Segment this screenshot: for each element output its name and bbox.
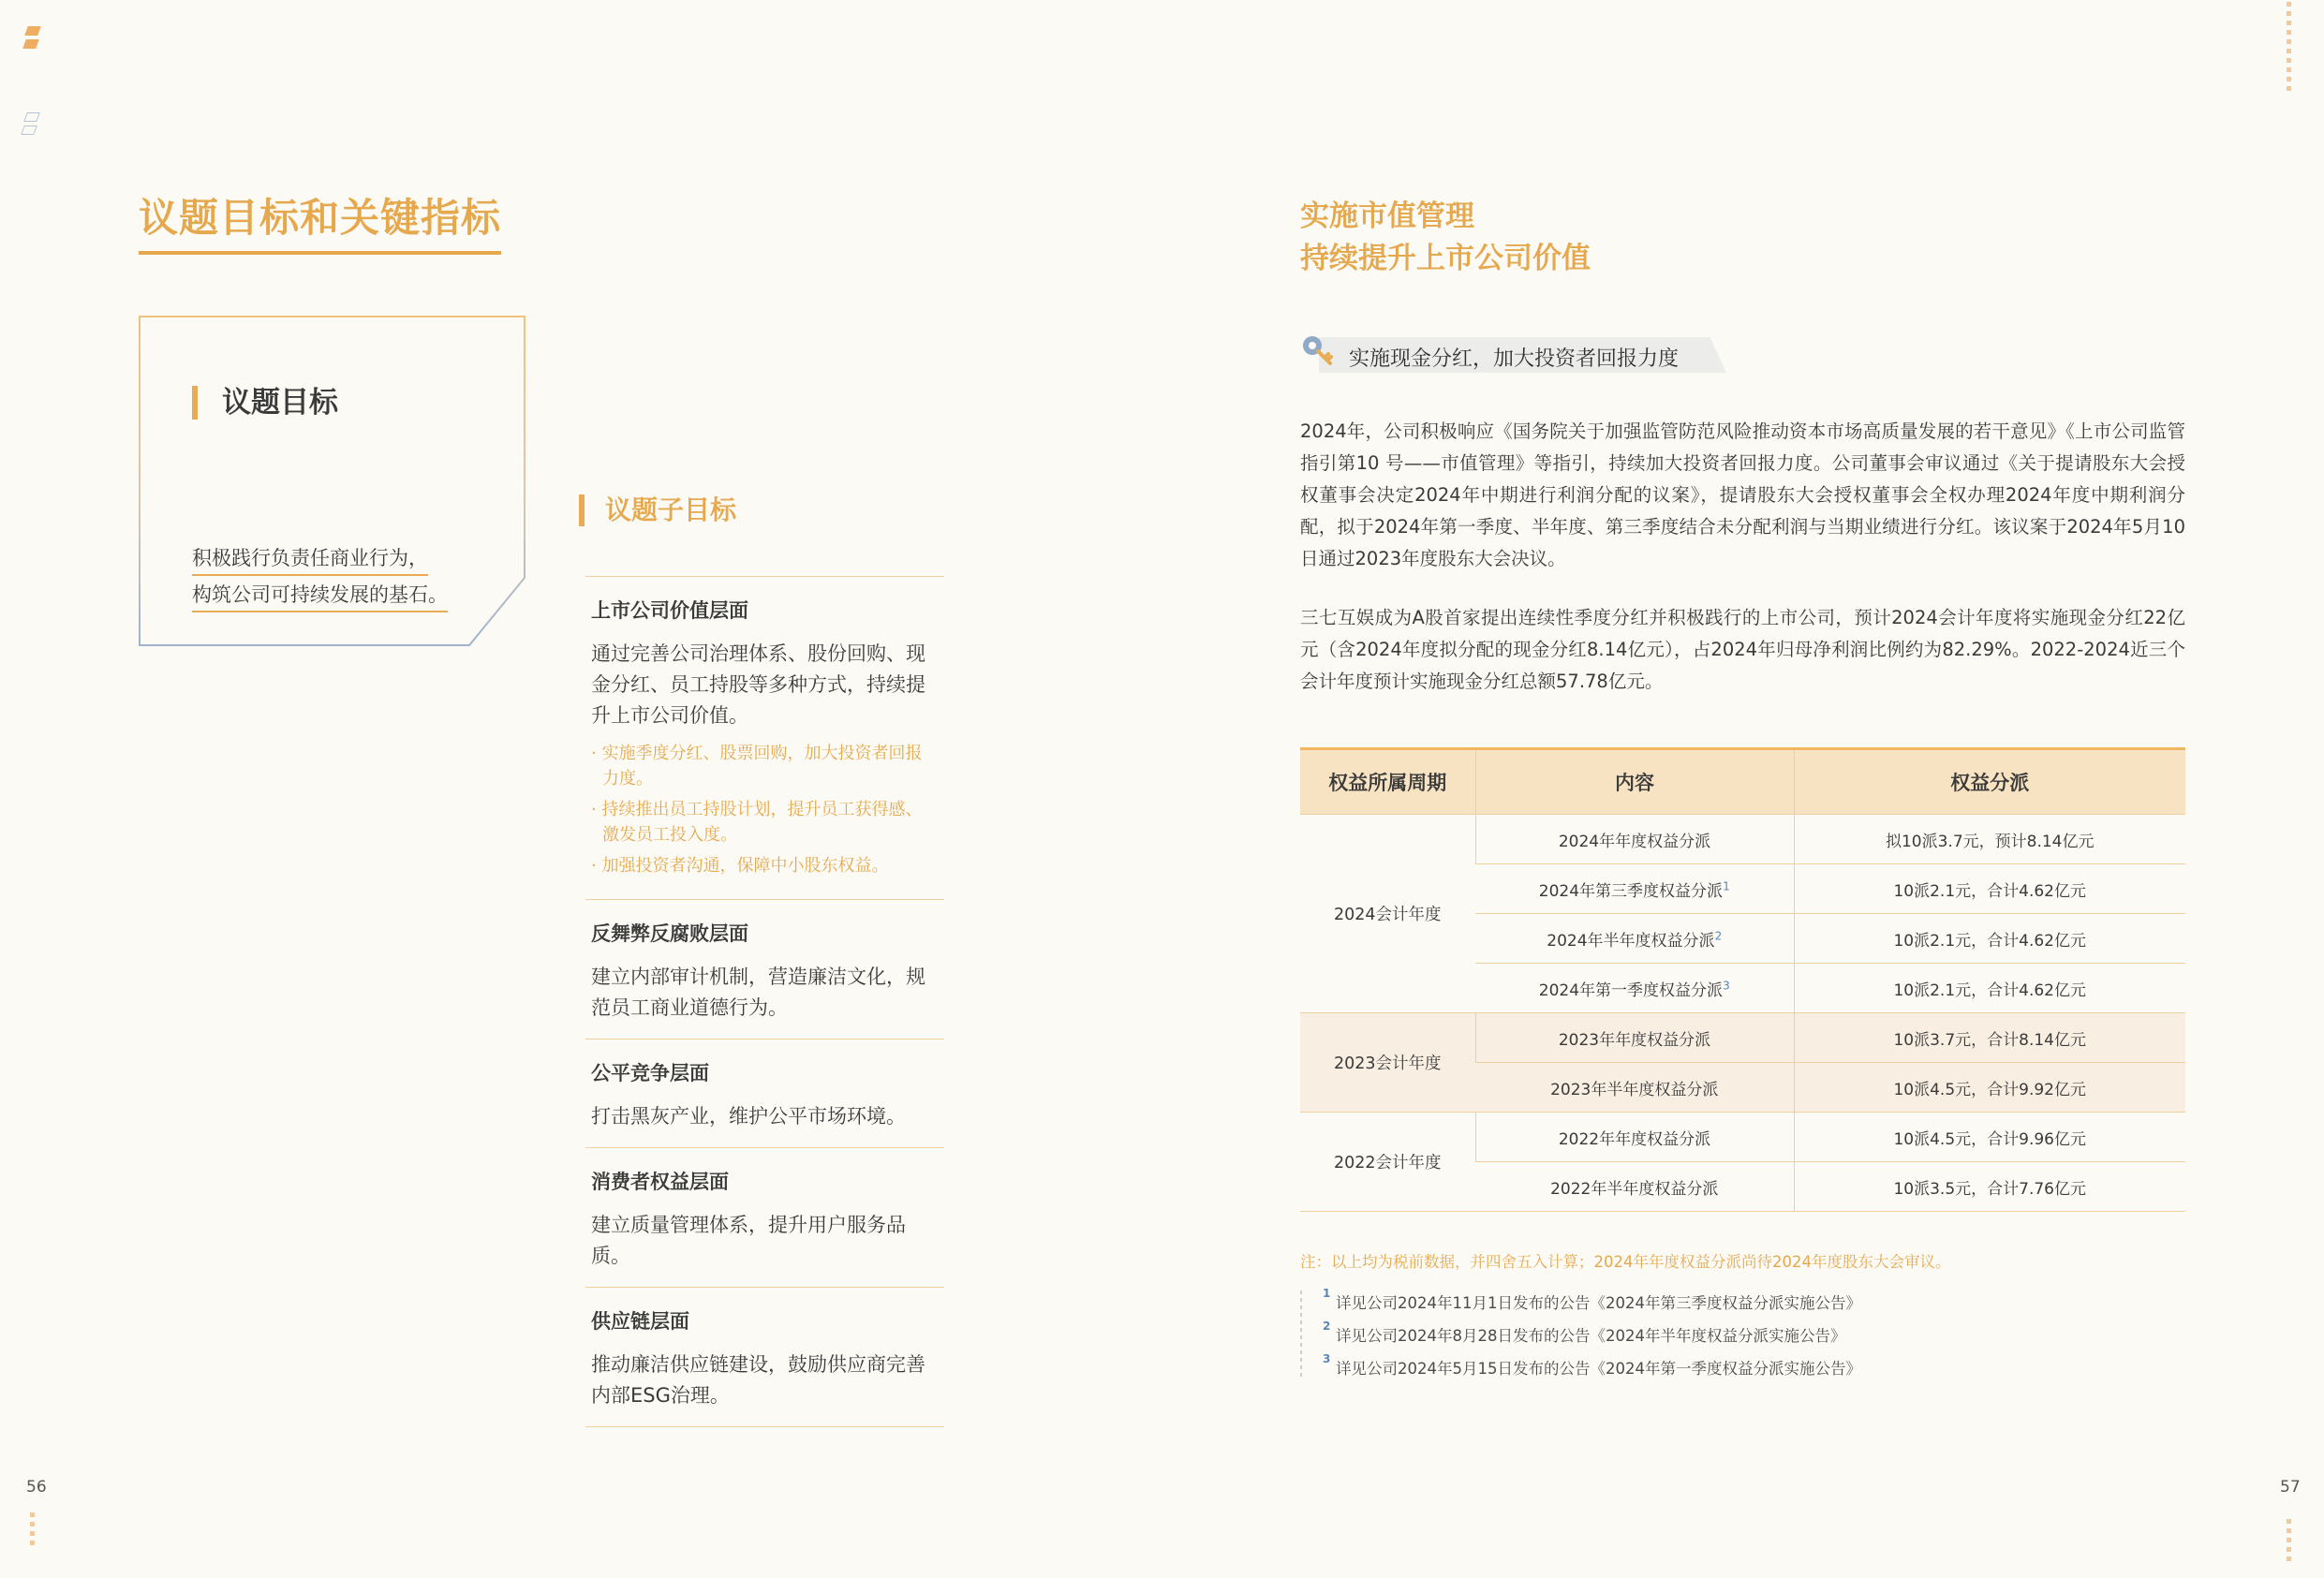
table-header-row	[1300, 749, 2185, 815]
subgoal-body: 建立内部审计机制，营造廉洁文化，规范员工商业道德行为。	[591, 966, 925, 1019]
footnote-mark: 2	[1714, 928, 1723, 942]
table-row	[1300, 815, 2185, 864]
subsection-tag	[1300, 333, 1731, 378]
subgoal-section	[585, 1287, 944, 1427]
table-header: 权益所属周期	[1300, 749, 1475, 815]
table-cell: 2024年年度权益分派	[1475, 815, 1794, 864]
table-row	[1300, 1013, 2185, 1063]
table-cell: 2024年第一季度权益分派$^3$	[1475, 964, 1794, 1013]
footnote-item	[1300, 1320, 1861, 1356]
footnote-item	[1300, 1287, 1861, 1323]
goal-line: 构筑公司可持续发展的基石。	[192, 580, 448, 612]
subgoal-bullet: · 加强投资者沟通，保障中小股东权益。	[591, 856, 889, 876]
page-title: 议题目标和关键指标	[139, 187, 501, 255]
table-cell: 10派3.5元，合计7.76亿元	[1794, 1162, 2185, 1212]
footnote-mark: 1	[1723, 878, 1730, 892]
footnote-text: 详见公司2024年11月1日发布的公告《2024年第三季度权益分派实施公告》	[1336, 1294, 1861, 1312]
table-cell: 10派3.7元，合计8.14亿元	[1794, 1013, 2185, 1063]
subsection-tag-label: 实施现金分红，加大投资者回报力度	[1349, 347, 1680, 371]
subgoal-list	[585, 576, 944, 1427]
subgoal-body: 建立质量管理体系，提升用户服务品质。	[591, 1214, 906, 1267]
corner-outline-icon	[22, 112, 43, 139]
subgoal-title: 供应链层面	[591, 1310, 689, 1333]
subgoal-title: 上市公司价值层面	[591, 599, 748, 622]
table-cell: 2024年第三季度权益分派$^1$	[1475, 864, 1794, 914]
table-period-cell: 2024会计年度	[1300, 815, 1475, 1013]
edge-dash-decoration	[2287, 2, 2291, 91]
subgoal-section	[585, 1039, 944, 1147]
table-cell: 10派2.1元，合计4.62亿元	[1794, 914, 2185, 964]
section-title-line2: 持续提升上市公司价值	[1300, 242, 1591, 275]
table-cell: 2023年年度权益分派	[1475, 1013, 1794, 1063]
subgoal-section	[585, 899, 944, 1039]
table-header: 权益分派	[1794, 749, 2185, 815]
page-number-left: 56	[26, 1478, 47, 1497]
table-cell: 10派2.1元，合计4.62亿元	[1794, 964, 2185, 1013]
section-title-line1: 实施市值管理	[1300, 199, 1474, 233]
table-header: 内容	[1475, 749, 1794, 815]
subgoal-section	[585, 1147, 944, 1287]
page-number-right: 57	[2280, 1478, 2301, 1497]
body-paragraph: 三七互娱成为A股首家提出连续性季度分红并积极践行的上市公司，预计2024会计年度将实施现金分红22亿元（含2024年度拟分配的现金分红8.14亿元），占2024年归母净利润比例约为82.29%。2022-2024近三个会计年度预计实施现金分红总额57.78亿元。	[1300, 607, 2185, 692]
subgoal-body: 推动廉洁供应链建设，鼓励供应商完善内部ESG治理。	[591, 1353, 925, 1407]
goal-line: 积极践行负责任商业行为，	[192, 543, 428, 576]
key-icon	[1300, 333, 1338, 371]
dividend-table	[1300, 747, 2185, 1212]
table-row	[1300, 1113, 2185, 1162]
table-cell: 拟10派3.7元，预计8.14亿元	[1794, 815, 2185, 864]
subgoal-bullets	[591, 741, 939, 878]
footnote-mark: 3	[1723, 978, 1730, 992]
corner-stripes-icon	[24, 26, 43, 51]
table-note: 注：以上均为税前数据，并四舍五入计算；2024年年度权益分派尚待2024年度股东大会审议。	[1300, 1253, 1951, 1271]
body-paragraph: 2024年，公司积极响应《国务院关于加强监管防范风险推动资本市场高质量发展的若干意见》《上市公司监管指引第10 号——市值管理》等指引，持续加大投资者回报力度。公司董事会审议通过《关于提请股东大会授权董事会决定2024年中期进行利润分配的议案》，提请股东大会授权董事会全权办理2024年度中期利润分配，拟于2024年第一季度、半年度、第三季度结合未分配利润与当期业绩进行分红。该议案于2024年5月10日通过2023年度股东大会决议。	[1300, 420, 2185, 569]
footnote-number: 2	[1323, 1320, 1331, 1333]
table-period-cell: 2023会计年度	[1300, 1013, 1475, 1113]
table-cell: 10派2.1元，合计4.62亿元	[1794, 864, 2185, 914]
footnote-list	[1300, 1287, 1861, 1389]
table-cell: 2023年半年度权益分派	[1475, 1063, 1794, 1113]
edge-dash-decoration	[30, 1512, 35, 1545]
table-cell: 2022年年度权益分派	[1475, 1113, 1794, 1162]
table-cell: 10派4.5元，合计9.96亿元	[1794, 1113, 2185, 1162]
table-cell: 10派4.5元，合计9.92亿元	[1794, 1063, 2185, 1113]
subgoal-bullet: · 持续推出员工持股计划，提升员工获得感、激发员工投入度。	[591, 800, 923, 845]
table-cell: 2022年半年度权益分派	[1475, 1162, 1794, 1212]
table-period-cell: 2022会计年度	[1300, 1113, 1475, 1212]
subgoal-body: 通过完善公司治理体系、股份回购、现金分红、员工持股等多种方式，持续提升上市公司价值。	[591, 642, 925, 727]
subgoal-title: 反舞弊反腐败层面	[591, 922, 748, 945]
subgoal-heading: 议题子目标	[579, 494, 736, 526]
subgoal-section	[585, 576, 944, 899]
subgoal-body: 打击黑灰产业，维护公平市场环境。	[591, 1105, 906, 1128]
subgoal-bullet: · 实施季度分红、股票回购，加大投资者回报力度。	[591, 744, 923, 789]
edge-dash-decoration	[2287, 1519, 2291, 1561]
goal-heading: 议题目标	[192, 386, 338, 420]
subgoal-title: 消费者权益层面	[591, 1171, 729, 1193]
footnote-number: 3	[1323, 1352, 1331, 1365]
footnote-number: 1	[1323, 1287, 1331, 1300]
footnote-text: 详见公司2024年5月15日发布的公告《2024年第一季度权益分派实施公告》	[1336, 1360, 1861, 1378]
footnote-item	[1300, 1352, 1861, 1389]
table-cell: 2024年半年度权益分派$^2$	[1475, 914, 1794, 964]
subgoal-title: 公平竞争层面	[591, 1062, 709, 1084]
footnote-text: 详见公司2024年8月28日发布的公告《2024年半年度权益分派实施公告》	[1336, 1327, 1846, 1345]
